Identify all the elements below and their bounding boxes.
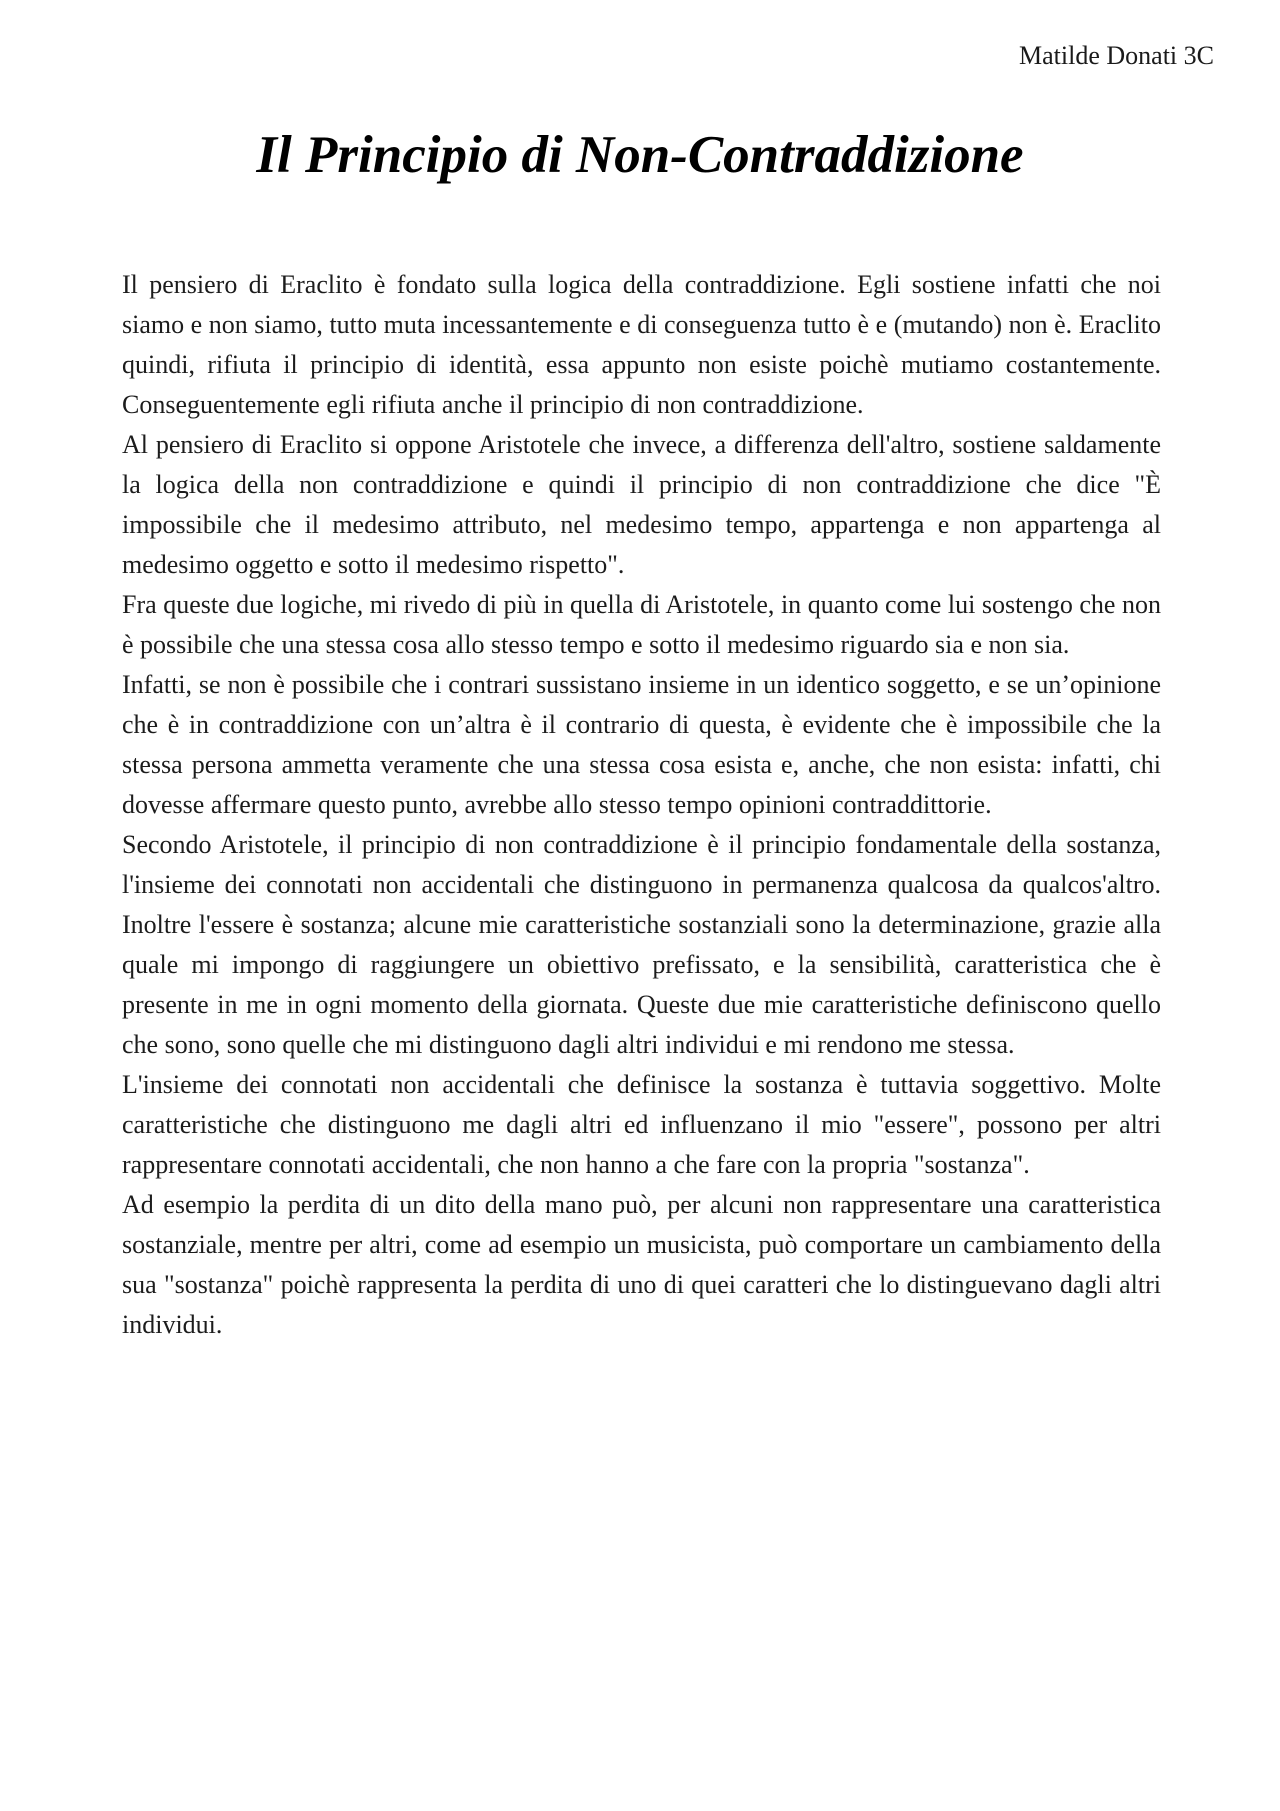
paragraph-esempio: Ad esempio la perdita di un dito della mano può, per alcuni non rappresentare una caratteristica sostanziale, mentre per altri, come ad esempio un musicista, può comportare un cambiamento della sua "sostanza" poichè rappresenta la perdita di uno di quei caratteri che lo distinguevano dagli altri individui. — [122, 1190, 1161, 1339]
document-body — [122, 265, 1161, 1345]
paragraph-eraclito: Il pensiero di Eraclito è fondato sulla logica della contraddizione. Egli sostiene infatti che noi siamo e non siamo, tutto muta incessantemente e di conseguenza tutto è e (mutando) non è. Eraclito quindi, rifiuta il principio di identità, essa appunto non esiste poichè mutiamo costantemente. Conseguentemente egli rifiuta anche il principio di non contraddizione. — [122, 270, 1161, 419]
document-title: Il Principio di Non-Contraddizione — [256, 126, 1024, 184]
paragraph-soggettivita: L'insieme dei connotati non accidentali che definisce la sostanza è tuttavia soggettivo. Molte caratteristiche che distinguono me dagli altri ed influenzano il mio "essere", possono per altri rappresentare connotati accidentali, che non hanno a che fare con la propria "sostanza". — [122, 1070, 1161, 1179]
paragraph-aristotele: Al pensiero di Eraclito si oppone Aristotele che invece, a differenza dell'altro, sostiene saldamente la logica della non contraddizione e quindi il principio di non contraddizione che dice "È impossibile che il medesimo attributo, nel medesimo tempo, appartenga e non appartenga al medesimo oggetto e sotto il medesimo rispetto". — [122, 430, 1161, 579]
author-name: Matilde Donati 3C — [1019, 41, 1214, 70]
paragraph-opinione-personale: Fra queste due logiche, mi rivedo di più in quella di Aristotele, in quanto come lui sostengo che non è possibile che una stessa cosa allo stesso tempo e sotto il medesimo riguardo sia e non sia. — [122, 590, 1161, 659]
paragraph-sostanza: Secondo Aristotele, il principio di non contraddizione è il principio fondamentale della sostanza, l'insieme dei connotati non accidentali che distinguono in permanenza qualcosa da qualcos'altro. Inoltre l'essere è sostanza; alcune mie caratteristiche sostanziali sono la determinazione, grazie alla quale mi impongo di raggiungere un obiettivo prefissato, e la sensibilità, caratteristica che è presente in me in ogni momento della giornata. Queste due mie caratteristiche definiscono quello che sono, sono quelle che mi distinguono dagli altri individui e mi rendono me stessa. — [122, 830, 1161, 1059]
paragraph-contrari: Infatti, se non è possibile che i contrari sussistano insieme in un identico soggetto, e se un’opinione che è in contraddizione con un’altra è il contrario di questa, è evidente che è impossibile che la stessa persona ammetta veramente che una stessa cosa esista e, anche, che non esista: infatti, chi dovesse affermare questo punto, avrebbe allo stesso tempo opinioni contraddittorie. — [122, 670, 1161, 819]
